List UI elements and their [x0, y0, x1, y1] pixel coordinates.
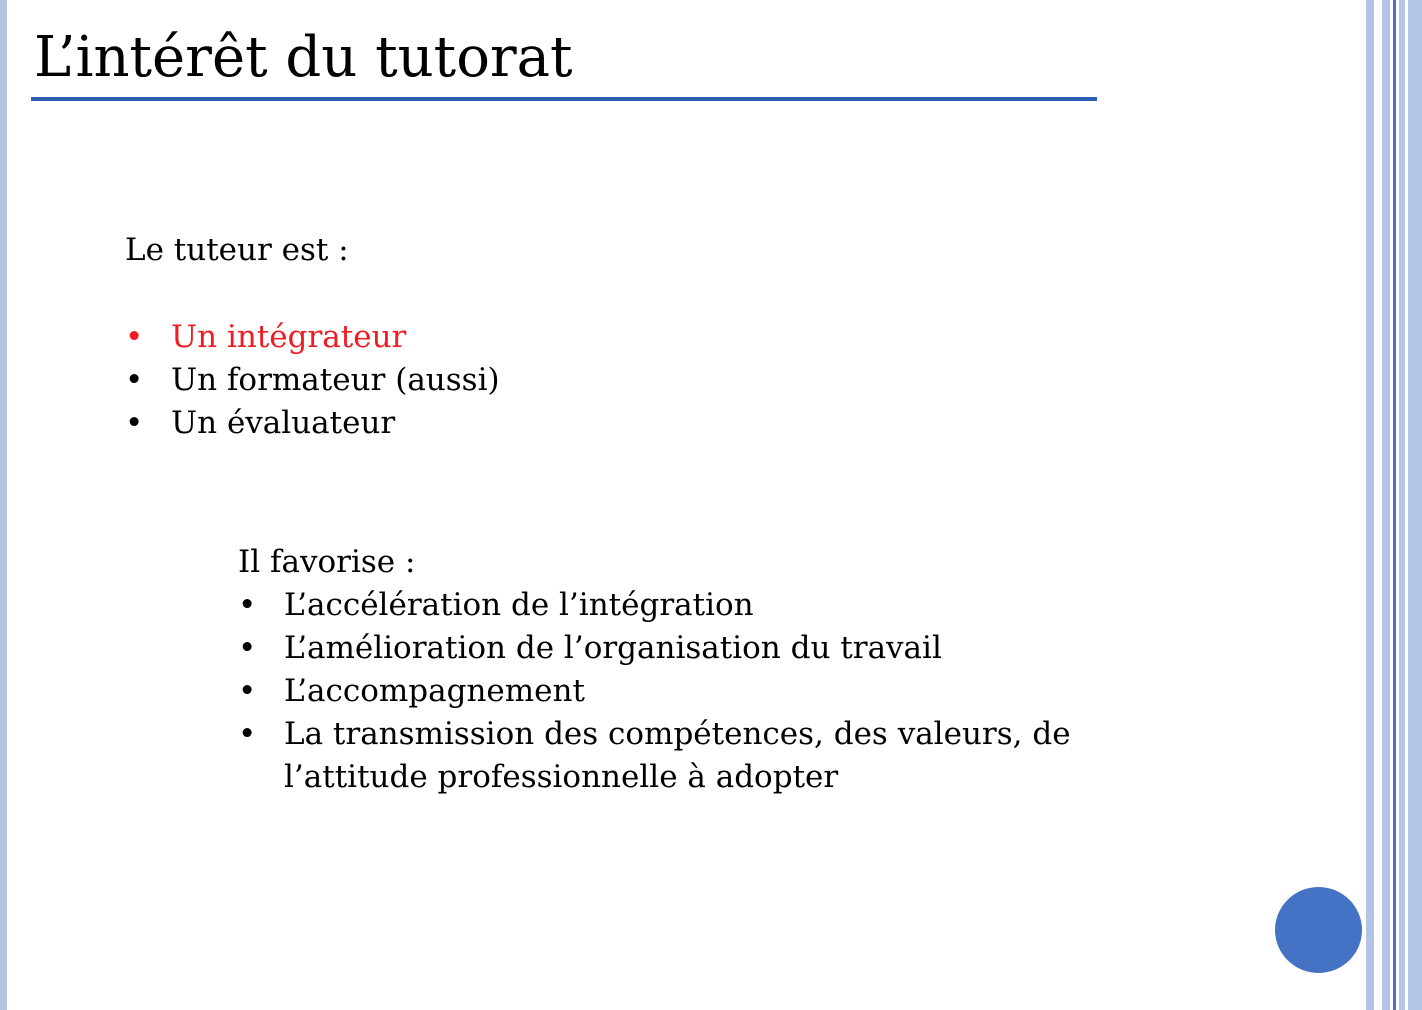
- benefit-text: L’accompagnement: [284, 673, 585, 709]
- bullet-icon: •: [238, 587, 257, 623]
- role-text: Un intégrateur: [171, 319, 407, 355]
- roles-list: [125, 316, 500, 445]
- role-text: Un évaluateur: [171, 405, 396, 441]
- bullet-icon: •: [238, 673, 257, 709]
- bullet-icon: •: [125, 319, 144, 355]
- bullet-icon: •: [238, 630, 257, 666]
- benefit-text: La transmission des compétences, des valeurs, de l’attitude professionnelle à adopter: [284, 716, 1071, 795]
- roles-intro: Le tuteur est :: [125, 232, 349, 268]
- list-item: [238, 713, 1144, 799]
- bullet-icon: •: [125, 405, 144, 441]
- left-border-stripe: [0, 0, 7, 1010]
- list-item: [238, 584, 1144, 627]
- right-border-stripe: [1382, 0, 1390, 1010]
- role-text: Un formateur (aussi): [171, 362, 500, 398]
- right-border-stripe: [1408, 0, 1422, 1010]
- bullet-icon: •: [125, 362, 144, 398]
- right-border-stripe: [1393, 0, 1396, 1010]
- list-item: [125, 316, 500, 359]
- list-item: [238, 627, 1144, 670]
- bullet-icon: •: [238, 716, 257, 752]
- right-border-stripe: [1399, 0, 1405, 1010]
- right-border-stripe: [1366, 0, 1374, 1010]
- decorative-circle-icon: [1275, 887, 1362, 973]
- benefit-text: L’accélération de l’intégration: [284, 587, 754, 623]
- slide-title: L’intérêt du tutorat: [34, 25, 573, 90]
- benefits-list: [238, 584, 1144, 799]
- title-underline: [31, 97, 1097, 101]
- list-item: [125, 402, 500, 445]
- list-item: [125, 359, 500, 402]
- benefit-text: L’amélioration de l’organisation du travail: [284, 630, 942, 666]
- benefits-heading: Il favorise :: [238, 544, 416, 580]
- list-item: [238, 670, 1144, 713]
